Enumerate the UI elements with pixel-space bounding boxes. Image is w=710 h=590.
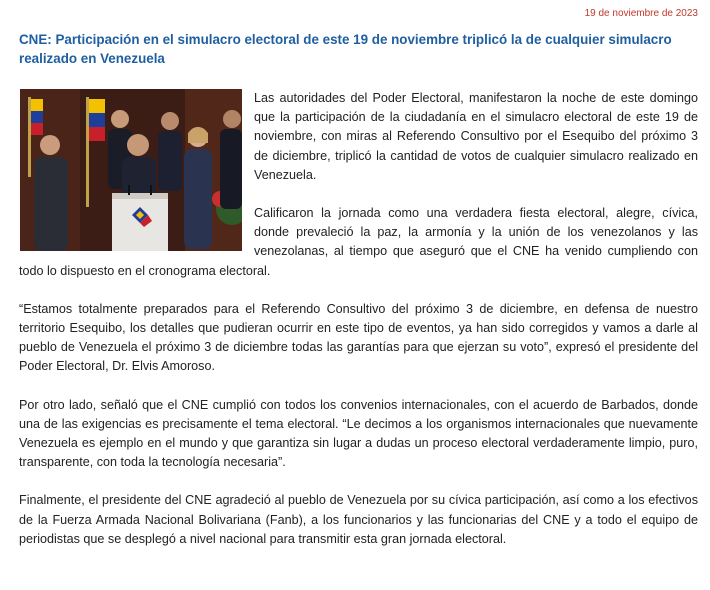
paragraph: Las autoridades del Poder Electoral, manifestaron la noche de este domingo que la participación de la ciudadanía en el simulacro electoral de este 19 de noviembre, con miras al Referendo Consultivo por el Esequibo del próximo 3 de diciembre, triplicó la cantidad de votos de cualquier simulacro realizado en Venezuela. — [254, 91, 698, 182]
article-title[interactable]: CNE: Participación en el simulacro electoral de este 19 de noviembre triplicó la de cualquier simulacro realizado en Venezuela — [19, 32, 672, 66]
press-conference-illustration — [20, 89, 242, 251]
article-body — [19, 89, 698, 568]
press-conference-photo[interactable] — [20, 89, 242, 251]
paragraph: Calificaron la jornada como una verdadera fiesta electoral, alegre, cívica, donde prevaleció la paz, la armonía y la unión de los venezolanos y las venezolanas, al tiempo que aseguró que el CNE ha venido cumpliendo con todo lo dispuesto en el cronograma electoral. — [19, 206, 698, 278]
paragraph: Por otro lado, señaló que el CNE cumplió con todos los convenios internacionales, con el acuerdo de Barbados, donde una de las exigencias es precisamente el tema electoral. “Le decimos a los organismos internacionales que nuevamente Venezuela es ejemplo en el mundo y que garantiza sin lugar a dudas un proceso electoral verdaderamente limpio, puro, transparente, con toda la tecnología necesaria”. — [19, 397, 698, 470]
paragraph: “Estamos totalmente preparados para el Referendo Consultivo del próximo 3 de diciembre, en defensa de nuestro territorio Esequibo, los detalles que pudieran ocurrir en este tipo de eventos, ya han sido corregidos y vamos a darle al pueblo de Venezuela el próximo 3 de diciembre todas las garantías para que ejerzan su voto”, expresó el presidente del Poder Electoral, Dr. Elvis Amoroso. — [19, 301, 698, 374]
publish-date: 19 de noviembre de 2023 — [584, 8, 698, 19]
paragraph: Finalmente, el presidente del CNE agradeció al pueblo de Venezuela por su cívica participación, así como a los efectivos de la Fuerza Armada Nacional Bolivariana (Fanb), a los funcionarios y las funcionarias del CNE y a todo el equipo de periodistas que se desplegó a nivel nacional para transmitir esta gran jornada electoral. — [19, 493, 698, 546]
